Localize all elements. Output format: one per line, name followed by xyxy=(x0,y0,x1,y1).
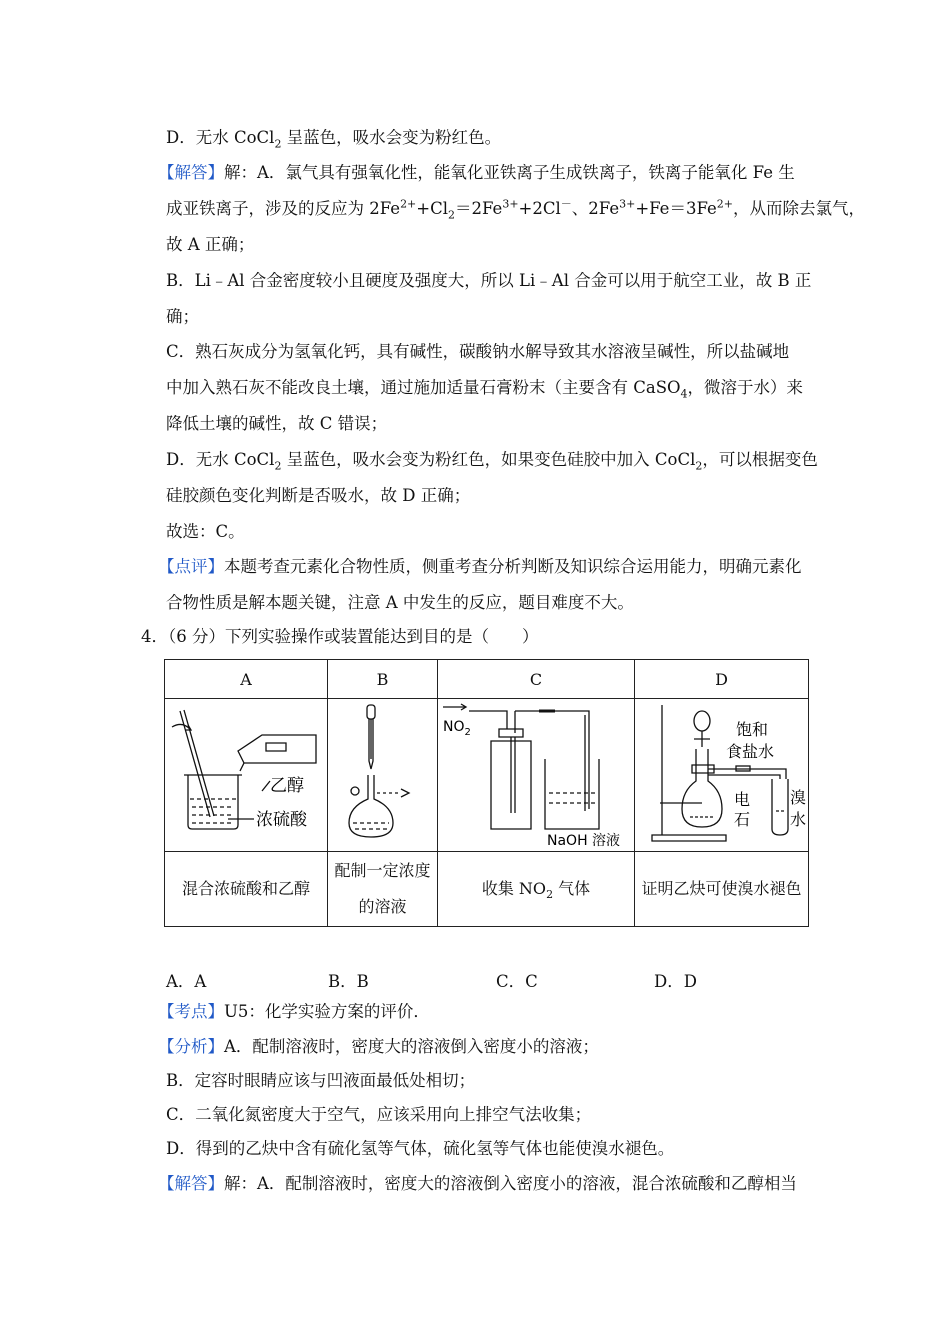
question-4: 4．（6 分）下列实验操作或装置能达到目的是（ ） xyxy=(141,627,539,646)
answer-c-line-3: 降低土壤的碱性，故 C 错误； xyxy=(166,414,388,433)
label-water: 水 xyxy=(789,810,806,829)
option-c: C．C xyxy=(496,972,538,991)
answer-line-1: 【解答】解：A．氯气具有强氧化性，能氧化亚铁离子生成铁离子，铁离子能氧化 Fe 生 xyxy=(158,163,795,182)
answer-line-3: 故 A 正确； xyxy=(166,235,255,254)
header-a: A xyxy=(165,660,328,699)
analysis-line-b: B．定容时眼睛应该与凹液面最低处相切； xyxy=(166,1071,476,1090)
header-c: C xyxy=(438,660,635,699)
answer2-tag: 【解答】 xyxy=(158,1174,224,1193)
header-b: B xyxy=(328,660,438,699)
label-carbide-2: 石 xyxy=(733,810,750,829)
prev-option-d: D．无水 CoCl$_2$ 呈蓝色，吸水会变为粉红色。 xyxy=(166,128,502,151)
answer-b-line-2: 确； xyxy=(166,307,199,326)
apparatus-c-cell xyxy=(438,699,635,852)
caption-a: 混合浓硫酸和乙醇 xyxy=(165,852,328,927)
analysis-tag: 【分析】 xyxy=(158,1037,224,1056)
apparatus-b-illustration xyxy=(329,699,437,847)
answer-b-line-1: B．Li﹣Al 合金密度较小且硬度及强度大，所以 Li﹣Al 合金可以用于航空工业，故 B 正 xyxy=(166,271,812,290)
header-d: D xyxy=(635,660,809,699)
comment-line-2: 合物性质是解本题关键，注意 A 中发生的反应，题目难度不大。 xyxy=(166,593,634,612)
apparatus-b-cell xyxy=(328,699,438,852)
label-brine: 食盐水 xyxy=(725,742,774,761)
answer2-line: 【解答】解：A．配制溶液时，密度大的溶液倒入密度小的溶液，混合浓硫酸和乙醇相当 xyxy=(158,1174,797,1193)
option-d: D．D xyxy=(654,972,697,991)
label-saturated: 饱和 xyxy=(735,720,768,739)
label-ethanol: 乙醇 xyxy=(270,776,304,796)
apparatus-d-illustration xyxy=(636,699,808,847)
option-b: B．B xyxy=(328,972,369,991)
caption-c: 收集 $NO_2$ 气体 xyxy=(438,852,635,927)
answer-d-line-1: D．无水 CoCl$_2$ 呈蓝色，吸水会变为粉红色，如果变色硅胶中加入 CoCl$_2$，可以根据变色 xyxy=(166,450,818,473)
analysis-line-c: C．二氧化氮密度大于空气，应该采用向上排空气法收集； xyxy=(166,1105,592,1124)
answer-c-line-2: 中加入熟石灰不能改良土壤，通过施加适量石膏粉末（主要含有 CaSO$_4$，微溶于水）来 xyxy=(166,378,804,401)
option-a: A．A xyxy=(166,972,207,991)
experiment-table xyxy=(164,659,809,927)
answer-d-line-2: 硅胶颜色变化判断是否吸水，故 D 正确； xyxy=(166,486,471,505)
caption-b: 配制一定浓度 的溶液 xyxy=(328,852,438,927)
kaodian-tag: 【考点】 xyxy=(158,1002,224,1021)
apparatus-a-cell xyxy=(165,699,328,852)
comment-line-1: 【点评】本题考查元素化合物性质，侧重考查分析判断及知识综合运用能力，明确元素化 xyxy=(158,557,802,576)
label-bromine: 溴 xyxy=(789,788,806,807)
answer-line-2: 成亚铁离子，涉及的反应为 $2Fe^{2+}+Cl_2=2Fe^{3+}+2Cl^-$、$2Fe^{3+}+Fe=3Fe^{2+}$，从而除去氯气， xyxy=(166,197,865,222)
apparatus-d-cell xyxy=(635,699,809,852)
label-carbide-1: 电 xyxy=(733,790,750,809)
label-conc-acid: 浓硫酸 xyxy=(256,810,307,830)
answer-tag: 【解答】 xyxy=(158,163,224,182)
analysis-line-a: 【分析】A．配制溶液时，密度大的溶液倒入密度小的溶液； xyxy=(158,1037,599,1056)
apparatus-c-illustration xyxy=(439,699,634,847)
analysis-line-d: D．得到的乙炔中含有硫化氢等气体，硫化氢等气体也能使溴水褪色。 xyxy=(166,1139,675,1158)
caption-d: 证明乙炔可使溴水褪色 xyxy=(635,852,809,927)
label-naoh: NaOH 溶液 xyxy=(546,833,620,847)
answer-c-line-1: C．熟石灰成分为氢氧化钙，具有碱性，碳酸钠水解导致其水溶液呈碱性，所以盐碱地 xyxy=(166,342,790,361)
answer-choose: 故选：C。 xyxy=(166,522,245,541)
kaodian-line: 【考点】U5：化学实验方案的评价． xyxy=(158,1002,430,1021)
apparatus-a-illustration xyxy=(166,699,326,847)
label-no2: $NO_2$ xyxy=(442,719,471,738)
comment-tag: 【点评】 xyxy=(158,557,224,576)
